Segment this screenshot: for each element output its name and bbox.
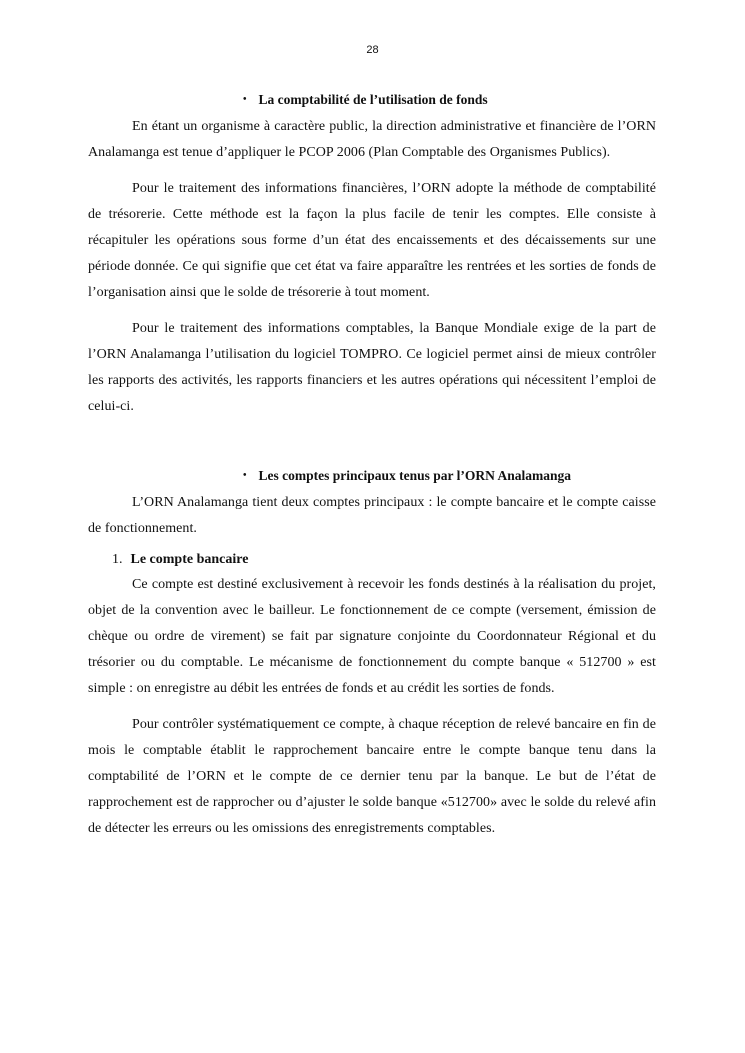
section-heading-comptes-principaux <box>243 466 656 486</box>
page-content <box>88 90 656 842</box>
section-heading-text: La comptabilité de l’utilisation de fonds <box>258 92 488 107</box>
paragraph-pcop: En étant un organisme à caractère public, la direction administrative et financière de l’ORN Analamanga est tenue d’appliquer le PCOP 2006 (Plan Comptable des Organismes Publics). <box>88 119 656 160</box>
page-number: 28 <box>366 44 379 56</box>
numbered-heading-text: Le compte bancaire <box>130 552 249 567</box>
section-heading-text: Les comptes principaux tenus par l’ORN Analamanga <box>258 468 572 483</box>
paragraph-rapprochement: Pour contrôler systématiquement ce compte, à chaque réception de relevé bancaire en fin de mois le comptable établit le rapprochement bancaire entre le compte banque tenu dans la comptabilité de l’ORN et le compte de ce dernier tenu par la banque. Le but de l’état de rapprochement est de rapprocher ou d’ajuster le solde banque «512700» avec le solde du relevé afin de détecter les erreurs ou les omissions des enregistrements comptables. <box>88 717 656 836</box>
bullet-icon: • <box>243 94 247 105</box>
bullet-icon: • <box>243 470 247 481</box>
paragraph-compte-bancaire: Ce compte est destiné exclusivement à recevoir les fonds destinés à la réalisation du projet, objet de la convention avec le bailleur. Le fonctionnement de ce compte (versement, émission de chèque ou ordre de virement) se fait par signature conjointe du Coordonnateur Régional et du trésorier ou du comptable. Le mécanisme de fonctionnement du compte banque « 512700 » est simple : on enregistre au débit les entrées de fonds et au crédit les sorties de fonds. <box>88 577 656 696</box>
list-number: 1. <box>112 552 123 567</box>
numbered-heading-compte-bancaire <box>88 550 656 570</box>
paragraph-tompro: Pour le traitement des informations comptables, la Banque Mondiale exige de la part de l’ORN Analamanga l’utilisation du logiciel TOMPRO. Ce logiciel permet ainsi de mieux contrôler les rapports des activités, les rapports financiers et les autres opérations qui nécessitent l’emploi de celui-ci. <box>88 321 656 414</box>
paragraph-comptabilite-tresorerie: Pour le traitement des informations financières, l’ORN adopte la méthode de comptabilité de trésorerie. Cette méthode est la façon la plus facile de tenir les comptes. Elle consiste à récapituler les opérations sous forme d’un état des encaissements et des décaissements sur une période donnée. Ce qui signifie que cet état va faire apparaître les rentrées et les sorties de fonds de l’organisation ainsi que le solde de trésorerie à tout moment. <box>88 181 656 300</box>
paragraph-deux-comptes: L’ORN Analamanga tient deux comptes principaux : le compte bancaire et le compte caisse de fonctionnement. <box>88 495 656 536</box>
section-heading-utilisation-fonds <box>243 90 656 110</box>
